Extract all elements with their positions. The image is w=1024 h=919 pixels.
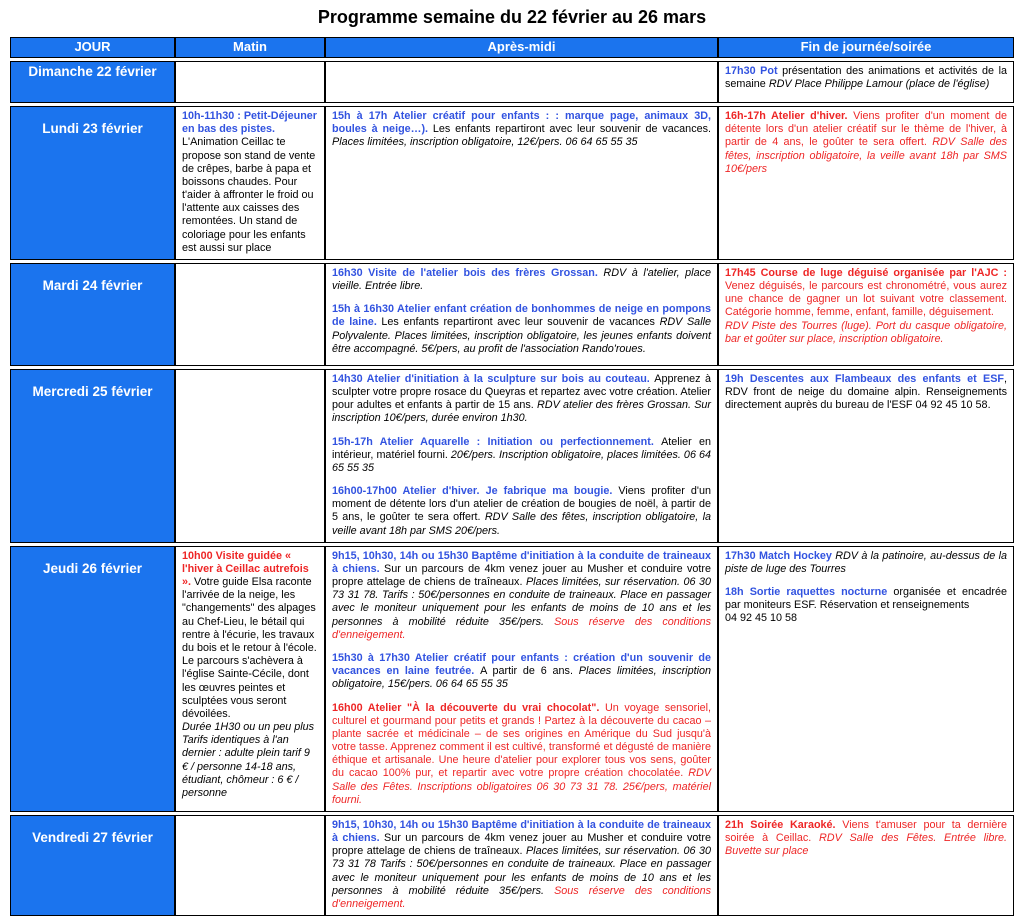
column-header-fin-de-journee-soiree: Fin de journée/soirée xyxy=(718,37,1014,58)
event-paragraph xyxy=(332,267,711,293)
day-row-lundi-23-fevrier xyxy=(10,106,1014,260)
text-segment: Atelier en intérieur, matériel fourni. xyxy=(332,435,711,461)
text-segment: Durée 1H30 ou un peu plus xyxy=(182,721,315,734)
matin-cell xyxy=(175,263,325,366)
text-segment: 16h00 Atelier "À la découverte du vrai chocolat". xyxy=(332,701,605,714)
event-paragraph xyxy=(332,485,711,538)
event-paragraph xyxy=(332,550,711,642)
text-segment: L'Animation Ceillac te propose son stand de vente de crêpes, barbe à papa et boissons chaudes. Pour t'aider à affronter le froid ou l'attente aux caisses des remontées. Un stand de coloriage pour les enfants est aussi sur place xyxy=(182,136,316,254)
text-segment: présentation des animations et activités de la semaine xyxy=(725,65,1007,91)
text-segment: Tarifs identiques à l'an dernier : adulte plein tarif 9 € / personne 14-18 ans, étudiant, chômeur : 6 € / personne xyxy=(182,734,310,799)
event-paragraph xyxy=(332,702,711,807)
text-segment: Un voyage sensoriel, culturel et gourmand pour petits et grands ! Partez à la découverte du cacao – plante sacrée et médicinale – de ses origines en Amérique du Sud jusqu'à votre tasse. Apprenez comment il est cultivé, transformé et dégusté de manière éthique et artisanale. Une heure d'atelier pour explorer tous vos sens, goûter du cacao 100% pur, et repartir avec votre propre création chocolatée. xyxy=(332,701,711,780)
text-segment: 14h30 Atelier d'initiation à la sculpture sur bois au couteau. xyxy=(332,372,655,385)
text-segment: 10h00 Visite guidée « l'hiver à Ceillac autrefois ». xyxy=(182,549,309,589)
apres-midi-cell xyxy=(325,815,718,916)
day-cell: Mercredi 25 février xyxy=(10,369,175,543)
event-paragraph xyxy=(725,586,1007,626)
text-segment: 16h00-17h00 Atelier d'hiver. Je fabrique ma bougie. xyxy=(332,485,619,498)
day-row-jeudi-26-fevrier xyxy=(10,546,1014,812)
table-header xyxy=(10,37,1014,58)
text-segment: RDV Salle des fêtes, inscription obligatoire, la veille avant 18h par SMS 10€/pers xyxy=(725,136,1008,175)
text-segment: RDV atelier des frères Grossan. Sur inscription 10€/pers, durée environ 1h30. xyxy=(332,399,711,425)
text-segment: 16h-17h Atelier d'hiver. xyxy=(725,110,854,122)
text-segment: RDV Place Philippe Lamour (place de l'église) xyxy=(768,78,990,91)
text-segment: Viens t'amuser pour ta dernière soirée à Ceillac. xyxy=(725,818,1007,845)
text-segment: 17h30 Pot xyxy=(725,65,783,77)
text-segment: 17h30 Match Hockey xyxy=(725,549,836,562)
text-segment: Places limitées, inscription obligatoire, 15€/pers. 06 64 65 55 35 xyxy=(332,665,711,691)
event-paragraph xyxy=(725,65,1007,91)
fin-de-journee-cell xyxy=(718,815,1014,916)
text-segment: 20€/pers. Inscription obligatoire, places limitées. 06 64 65 55 35 xyxy=(332,448,711,474)
program-table xyxy=(10,34,1014,919)
text-segment: RDV à l'atelier, place vieille. Entrée libre. xyxy=(332,266,711,293)
event-paragraph xyxy=(725,267,1007,346)
text-segment: 10h-11h30 : Petit-Déjeuner en bas des pistes. xyxy=(182,110,318,136)
event-paragraph xyxy=(332,303,711,356)
text-segment: Places limitées, inscription obligatoire, 12€/pers. 06 64 65 55 35 xyxy=(332,136,638,149)
text-segment: RDV à la patinoire, au-dessus de la piste de luge des Tourres xyxy=(725,549,1007,575)
column-header-apres-midi: Après-midi xyxy=(325,37,718,58)
event-paragraph xyxy=(332,819,711,911)
text-segment: Apprenez à sculpter votre propre rosace du Queyras et repartez avec votre création. Atelier pour adultes et enfants à partir de 15 ans. xyxy=(332,372,711,412)
text-segment: 16h30 Visite de l'atelier bois des frères Grossan. xyxy=(332,266,604,279)
apres-midi-cell xyxy=(325,546,718,812)
day-row-dimanche-22-fevrier xyxy=(10,61,1014,103)
text-segment: Votre guide Elsa raconte l'arrivée de la neige, les "changements" des alpages au Chef-Lieu, le bétail qui rentre à l'écurie, les travaux du bois et le retour à l'école. Le parcours s'achèvera à l'église Sainte-Cécile, dont les œuvres peintes et sculptées vous seront dévoilées. xyxy=(182,576,317,720)
fin-de-journee-cell xyxy=(718,263,1014,366)
event-paragraph xyxy=(332,436,711,476)
column-header-matin: Matin xyxy=(175,37,325,58)
event-paragraph xyxy=(332,373,711,426)
event-paragraph xyxy=(725,550,1007,576)
text-segment: 17h45 Course de luge déguisé organisée par l'AJC : xyxy=(725,266,1007,279)
text-segment: , RDV front de neige du domaine alpin. Renseignements directement auprès du bureau de l'ESF 04 92 45 10 58. xyxy=(725,372,1007,412)
matin-cell xyxy=(175,106,325,260)
text-segment: 15h à 17h Atelier créatif pour enfants : : marque page, animaux 3D, boules à neige…). xyxy=(332,110,711,136)
text-segment: 19h Descentes aux Flambeaux des enfants et ESF xyxy=(725,372,1004,385)
text-segment: Sous réserve des conditions d'enneigement. xyxy=(332,884,711,910)
event-paragraph xyxy=(725,110,1007,176)
text-segment: 21h Soirée Karaoké. xyxy=(725,818,843,831)
text-segment: Places limitées, sur réservation. 06 30 73 31 78 Tarifs : 50€/personnes en conduite de traineaux. Place en passager avec le moniteur uniquement pour les enfants de moins de 10 ans et les personnes à mobilité réduite 35€/pers. xyxy=(332,845,711,897)
apres-midi-cell xyxy=(325,369,718,543)
fin-de-journee-cell xyxy=(718,106,1014,260)
event-paragraph xyxy=(182,550,318,800)
text-segment: RDV Piste des Tourres (luge). Port du casque obligatoire, bar et goûter sur place, inscription obligatoire. xyxy=(725,319,1007,345)
apres-midi-cell xyxy=(325,263,718,366)
day-row-vendredi-27-fevrier xyxy=(10,815,1014,916)
fin-de-journee-cell xyxy=(718,369,1014,543)
text-segment: Les enfants repartiront avec leur souvenir de vacances xyxy=(381,316,660,329)
event-paragraph xyxy=(182,110,318,255)
day-cell: Vendredi 27 février xyxy=(10,815,175,916)
text-segment: Sous réserve des conditions d'enneigement. xyxy=(332,615,711,641)
text-segment: 15h-17h Atelier Aquarelle : Initiation ou perfectionnement. xyxy=(332,435,662,448)
day-cell: Mardi 24 février xyxy=(10,263,175,366)
text-segment: Venez déguisés, le parcours est chronométré, vous aurez une chance de gagner un lot suivant votre classement. Catégorie homme, femme, enfant, famille, déguisement. xyxy=(725,280,1007,319)
text-segment: Viens profiter d'un moment de détente lors d'un atelier de création de bougies de noël, à partir de 5 ans, le goûter te sera offert. xyxy=(332,485,711,524)
matin-cell xyxy=(175,546,325,812)
text-segment: RDV Salle des Fêtes. Entrée libre. Buvette sur place xyxy=(725,832,1007,858)
event-paragraph xyxy=(332,652,711,692)
page-title: Programme semaine du 22 février au 26 mars xyxy=(317,7,707,27)
text-segment: RDV Salle des Fêtes. Inscriptions obligatoires 06 30 73 31 78. 25€/pers, matériel fourni. xyxy=(332,767,711,806)
event-paragraph xyxy=(725,373,1007,413)
text-segment: A partir de 6 ans. xyxy=(480,665,579,678)
fin-de-journee-cell xyxy=(718,546,1014,812)
text-segment: Viens profiter d'un moment de détente lors d'un atelier créatif sur le thème de l'hiver, à partir de 4 ans, le goûter te sera offert. xyxy=(725,110,1007,149)
day-row-mercredi-25-fevrier xyxy=(10,369,1014,543)
matin-cell xyxy=(175,815,325,916)
day-cell: Dimanche 22 février xyxy=(10,61,175,103)
matin-cell xyxy=(175,369,325,543)
text-segment: organisée et encadrée par moniteurs ESF. Réservation et renseignements xyxy=(725,586,1007,612)
header-row xyxy=(10,37,1014,58)
day-cell: Jeudi 26 février xyxy=(10,546,175,812)
matin-cell xyxy=(175,61,325,103)
text-segment: Sur un parcours de 4km venez jouer au Musher et conduire votre propre attelage de chiens de traîneaux. xyxy=(332,562,711,589)
text-segment: 9h15, 10h30, 14h ou 15h30 Baptême d'initiation à la conduite de traineaux à chiens. xyxy=(332,549,711,575)
apres-midi-cell xyxy=(325,106,718,260)
text-segment: Sur un parcours de 4km venez jouer au Musher et conduire votre propre attelage de chiens de traîneaux. xyxy=(332,832,711,858)
event-paragraph xyxy=(332,110,711,150)
text-segment: RDV Salle des fêtes, inscription obligatoire, la veille avant 18h par SMS 20€/pers. xyxy=(332,511,711,537)
apres-midi-cell xyxy=(325,61,718,103)
text-segment: 18h Sortie raquettes nocturne xyxy=(725,586,894,599)
day-cell: Lundi 23 février xyxy=(10,106,175,260)
column-header-jour: JOUR xyxy=(10,37,175,58)
text-segment: 9h15, 10h30, 14h ou 15h30 Baptême d'initiation à la conduite de traineaux à chiens. xyxy=(332,818,711,845)
text-segment: 04 92 45 10 58 xyxy=(725,612,798,625)
text-segment: Places limitées, sur réservation. 06 30 73 31 78. Tarifs : 50€/personnes en conduite de traineaux. Place en passager avec le moniteur uniquement pour les enfants de moins de 10 ans et les personnes à mobilité réduite 35€/pers. xyxy=(332,576,711,628)
text-segment: 15h30 à 17h30 Atelier créatif pour enfants : création d'un souvenir de vacances en laine feutrée. xyxy=(332,651,711,678)
text-segment: 15h à 16h30 Atelier enfant création de bonhommes de neige en pompons de laine. xyxy=(332,303,711,329)
text-segment: Les enfants repartiront avec leur souvenir de vacances. xyxy=(432,123,711,136)
event-paragraph xyxy=(725,819,1007,859)
fin-de-journee-cell xyxy=(718,61,1014,103)
text-segment: RDV Salle Polyvalente. Places limitées, inscription obligatoire, les jeunes enfants doivent être accompagné. 5€/pers, au profit de l'association Rando'roues. xyxy=(332,316,711,355)
day-row-mardi-24-fevrier xyxy=(10,263,1014,366)
table-body xyxy=(10,61,1014,916)
